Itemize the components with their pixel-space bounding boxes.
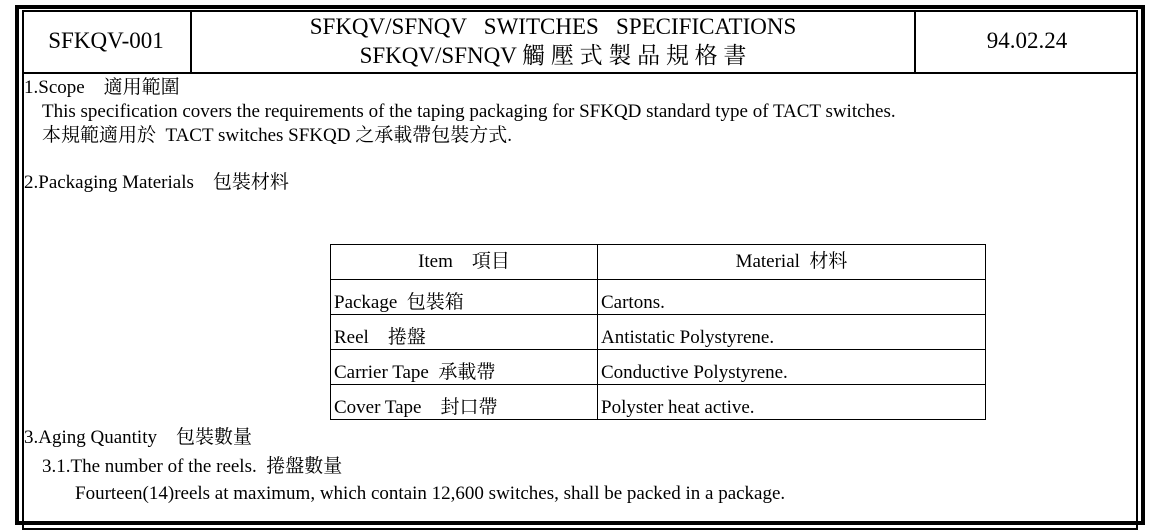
table-header-row: [331, 245, 986, 280]
doc-title-chinese: SFKQV/SFNQV 觸 壓 式 製 品 規 格 書: [359, 43, 747, 68]
doc-title-cell: [192, 10, 916, 72]
scope-heading: 1.Scope 適用範圍: [24, 77, 180, 98]
material-cell: Polyster heat active.: [598, 385, 986, 420]
material-cell: Cartons.: [598, 280, 986, 315]
table-row: [331, 315, 986, 350]
materials-heading: 2.Packaging Materials 包裝材料: [24, 172, 289, 193]
material-cell: Antistatic Polystyrene.: [598, 315, 986, 350]
materials-table: [330, 244, 986, 420]
item-cell: Carrier Tape 承載帶: [331, 350, 598, 385]
doc-date: 94.02.24: [986, 28, 1068, 53]
table-row: [331, 350, 986, 385]
item-cell: Package 包裝箱: [331, 280, 598, 315]
material-cell: Conductive Polystyrene.: [598, 350, 986, 385]
doc-date-cell: [916, 10, 1138, 72]
item-cell: Reel 捲盤: [331, 315, 598, 350]
item-cell: Cover Tape 封口帶: [331, 385, 598, 420]
scope-text-english: This specification covers the requirements of the taping packaging for SFKQD standard type of TACT switches.: [42, 101, 896, 122]
scope-text-chinese: 本規範適用於 TACT switches SFKQD 之承載帶包裝方式.: [42, 125, 512, 146]
doc-code-cell: [22, 10, 192, 72]
quantity-heading: 3.Aging Quantity 包裝數量: [24, 427, 252, 448]
doc-code: SFKQV-001: [48, 28, 164, 53]
doc-title-english: SFKQV/SFNQV SWITCHES SPECIFICATIONS: [309, 14, 797, 39]
quantity-subheading: 3.1.The number of the reels. 捲盤數量: [42, 456, 343, 477]
quantity-text: Fourteen(14)reels at maximum, which contain 12,600 switches, shall be packed in a package.: [75, 483, 786, 504]
table-row: [331, 385, 986, 420]
document-header: [22, 10, 1138, 74]
table-row: [331, 280, 986, 315]
item-column-header: Item 項目: [331, 245, 598, 280]
material-column-header: Material 材料: [598, 245, 986, 280]
